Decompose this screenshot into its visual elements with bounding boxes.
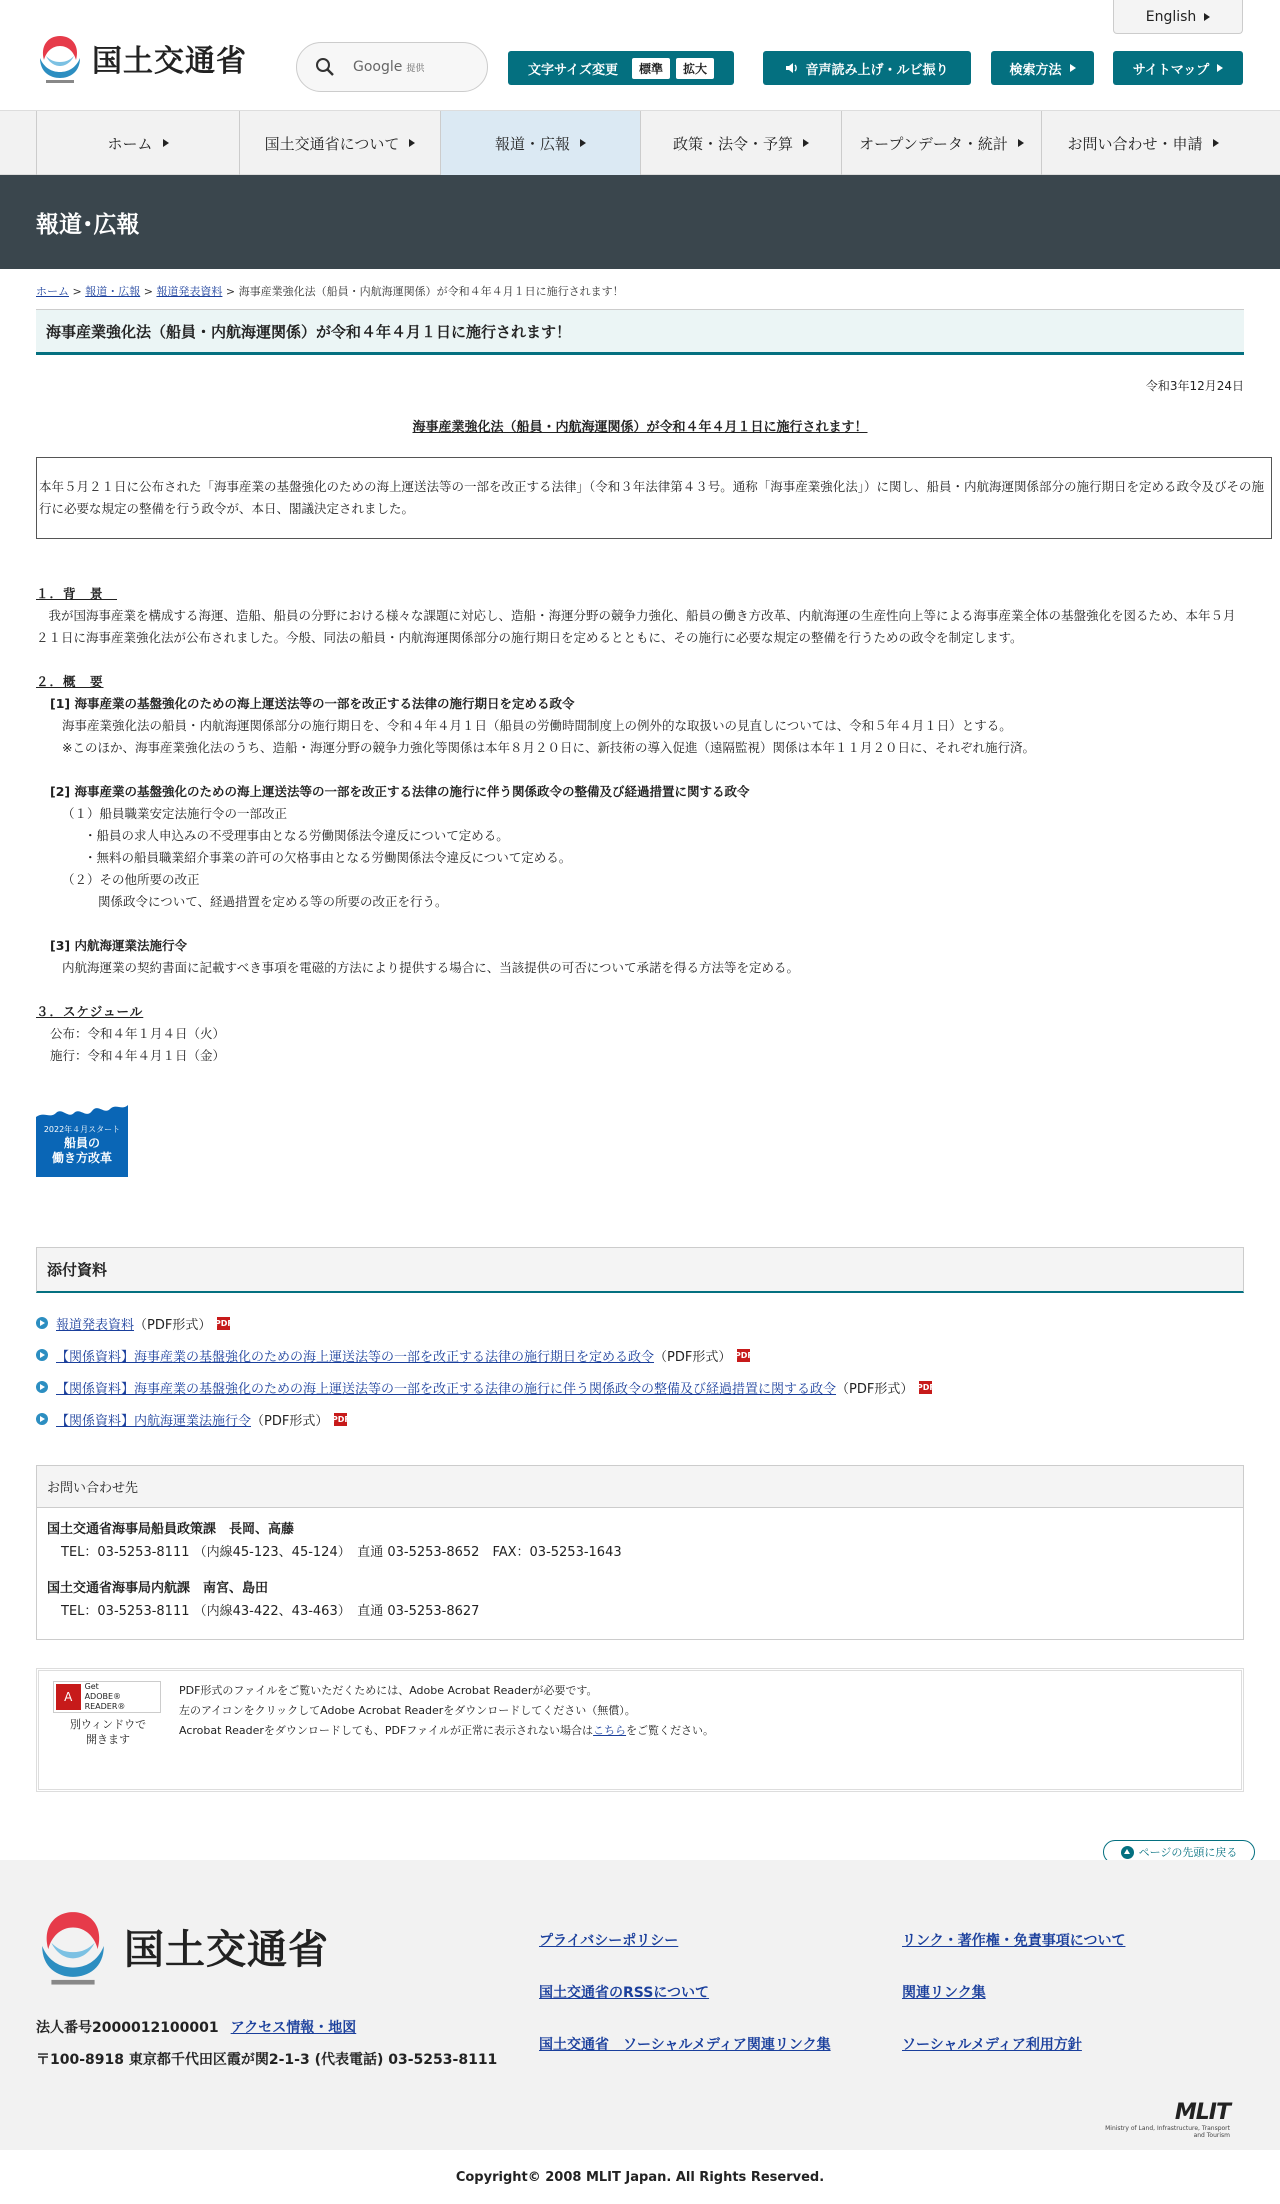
contact-tel: TEL：03-5253-8111 （内線45-123、45-124） 直通 03-5253-8652 FAX：03-5253-1643 <box>61 1545 622 1560</box>
schedule-section <box>36 1001 1244 1067</box>
rss-link[interactable]: 国土交通省のRSSについて <box>539 1985 710 2001</box>
english-link[interactable]: English <box>1113 0 1243 34</box>
overview-item2-sub2-body: 関係政令について、経過措置を定める等の所要の改正を行う。 <box>98 894 448 909</box>
pdf-icon: PDF <box>331 1414 350 1424</box>
overview-item2-sub2: （２）その他所要の改正 <box>62 872 200 887</box>
overview-item2-sub1-b: ・無料の船員職業紹介事業の許可の欠格事由となる労働関係法令違反について定める。 <box>84 850 572 865</box>
read-aloud-button[interactable]: 音声読み上げ・ルビ振り <box>763 51 971 85</box>
contact-heading: お問い合わせ先 <box>37 1466 1243 1508</box>
overview-item1-title: [1] 海事産業の基盤強化のための海上運送法等の一部を改正する法律の施行期日を定める政令 <box>50 696 575 711</box>
arrow-right-icon <box>580 139 586 147</box>
acrobat-notice: A Get ADOBE® READER® 別ウィンドウで 開きます PDF形式のファイルをご覧いただくためには、Adobe Acrobat Readerが必要です。 左のアイコンをクリックしてAdobe Acrobat Readerをダウンロードしてください（無償）。 Acrobat Readerをダウンロードしても、PDFファイルが正常に表示されない場合はこちらをご覧ください。 <box>36 1668 1244 1792</box>
social-media-policy-link[interactable]: ソーシャルメディア利用方針 <box>902 2037 1082 2053</box>
schedule-enforcement: 施行：令和４年４月１日（金） <box>50 1048 226 1063</box>
bullet-arrow-icon <box>36 1317 48 1329</box>
nav-press[interactable]: 報道・広報 <box>440 111 640 175</box>
background-body: 我が国海事産業を構成する海運、造船、船員の分野における様々な課題に対応し、造船・海運分野の競争力強化、船員の働き方改革、内航海運の生産性向上等による海事産業全体の基盤強化を図るため、本年５月２１日に海事産業強化法が公布されました。今般、同法の船員・内航海運関係部分の施行期日を定めるとともに、その施行に必要な規定の整備を行うための政令を制定します。 <box>36 608 1236 645</box>
contact-dept: 国土交通省海事局船員政策課 長岡、高藤 <box>47 1522 295 1537</box>
overview-item1-body: 海事産業強化法の船員・内航海運関係部分の施行期日を、令和４年４月１日（船員の労働時間制度上の例外的な取扱いの見直しについては、令和５年４月１日）とする。 <box>62 718 1012 733</box>
acrobat-help-link[interactable]: こちら <box>593 1724 627 1737</box>
copyright: Copyright© 2008 MLIT Japan. All Rights Reserved. <box>455 2169 825 2185</box>
sitemap-button[interactable]: サイトマップ <box>1113 51 1243 85</box>
breadcrumb: ホーム > 報道・広報 > 報道発表資料 > 海事産業強化法（船員・内航海運関係）が令和４年４月１日に施行されます！ <box>36 285 624 298</box>
page-top-button[interactable]: ページの先頭に戻る <box>1103 1840 1255 1864</box>
site-header <box>0 0 1280 111</box>
list-item: 【関係資料】海事産業の基盤強化のための海上運送法等の一部を改正する法律の施行期日を定める政令 （PDF形式） PDF <box>36 1339 1244 1371</box>
arrow-right-icon <box>1217 64 1223 72</box>
bullet-arrow-icon <box>36 1413 48 1425</box>
font-standard-button[interactable]: 標準 <box>632 58 670 79</box>
background-heading: １．背 景 <box>36 586 118 601</box>
font-large-button[interactable]: 拡大 <box>676 58 714 79</box>
mlit-wordmark: MLIT Ministry of Land, Infrastructure, Transport and Tourism <box>1105 2100 1230 2139</box>
attachments-heading: 添付資料 <box>36 1247 1244 1293</box>
global-nav <box>0 111 1280 175</box>
overview-item3-body: 内航海運業の契約書面に記載すべき事項を電磁的方法により提供する場合に、当該提供の可否について承諾を得る方法等を定める。 <box>62 960 800 975</box>
font-size-control: 文字サイズ変更 標準 拡大 <box>508 51 734 85</box>
nav-home[interactable]: ホーム <box>36 111 239 175</box>
search-input[interactable]: Google 提供 <box>353 59 425 75</box>
background-section <box>36 583 1244 649</box>
logo-text: 国土交通省 <box>92 44 247 79</box>
attachment-link[interactable]: 【関係資料】内航海運業法施行令 <box>56 1413 252 1429</box>
overview-heading: ２．概 要 <box>36 674 104 689</box>
contact-box <box>36 1465 1244 1640</box>
attachment-link[interactable]: 【関係資料】海事産業の基盤強化のための海上運送法等の一部を改正する法律の施行に伴う関係政令の整備及び経過措置に関する政令 <box>56 1381 837 1397</box>
pdf-icon: PDF <box>916 1382 935 1392</box>
overview-item2-title: [2] 海事産業の基盤強化のための海上運送法等の一部を改正する法律の施行に伴う関係政令の整備及び経過措置に関する政令 <box>50 784 750 799</box>
attachments-list <box>36 1307 1244 1435</box>
search-method-button[interactable]: 検索方法 <box>991 51 1094 85</box>
nav-contact[interactable]: お問い合わせ・申請 <box>1041 111 1244 175</box>
breadcrumb-press[interactable]: 報道・広報 <box>85 285 141 298</box>
arrow-right-icon <box>1018 139 1024 147</box>
search-box[interactable] <box>296 42 488 92</box>
contact-dept: 国土交通省海事局内航課 南宮、島田 <box>47 1581 269 1596</box>
footer-address: 〒100-8918 東京都千代田区霞が関2-1-3 (代表電話) 03-5253-8111 <box>36 2052 498 2068</box>
search-icon[interactable] <box>315 57 335 77</box>
summary-box: 本年５月２１日に公布された「海事産業の基盤強化のための海上運送法等の一部を改正する法律」（令和３年法律第４３号。通称「海事産業強化法」）に関し、船員・内航海運関係部分の施行期日を定める政令及びその施行に必要な規定の整備を行う政令が、本日、閣議決定されました。 <box>36 457 1272 539</box>
attachment-link[interactable]: 報道発表資料 <box>56 1317 135 1333</box>
attachment-link[interactable]: 【関係資料】海事産業の基盤強化のための海上運送法等の一部を改正する法律の施行期日を定める政令 <box>56 1349 655 1365</box>
arrow-right-icon <box>163 139 169 147</box>
arrow-right-icon <box>1213 139 1219 147</box>
main-content <box>0 283 1280 1792</box>
social-media-links-link[interactable]: 国土交通省 ソーシャルメディア関連リンク集 <box>539 2037 831 2053</box>
arrow-right-icon <box>409 139 415 147</box>
release-date: 令和3年12月24日 <box>1145 379 1244 393</box>
bullet-arrow-icon <box>36 1349 48 1361</box>
copyright-link[interactable]: リンク・著作権・免責事項について <box>902 1933 1126 1949</box>
schedule-heading: ３．スケジュール <box>36 1004 144 1019</box>
overview-item3-title: [3] 内航海運業法施行令 <box>50 938 187 953</box>
related-links-link[interactable]: 関連リンク集 <box>902 1985 986 2001</box>
site-logo[interactable] <box>36 32 247 84</box>
section-hero-title: 報道･広報 <box>0 175 1280 269</box>
list-item: 【関係資料】海事産業の基盤強化のための海上運送法等の一部を改正する法律の施行に伴う関係政令の整備及び経過措置に関する政令 （PDF形式） PDF <box>36 1371 1244 1403</box>
mlit-logo-icon <box>36 1904 110 1988</box>
site-footer: 国土交通省 法人番号2000012100001 アクセス情報・地図 〒100-8918 東京都千代田区霞が関2-1-3 (代表電話) 03-5253-8111 プライバシーポリシー リンク・著作権・免責事項について 国土交通省のRSSについて 関連リンク集 国土交通省 ソーシャルメディア関連リンク集 ソーシャルメディア利用方針 MLIT Ministry of Land, Infrastructure, Transport and Tourism <box>0 1860 1280 2150</box>
page-title: 海事産業強化法（船員・内航海運関係）が令和４年４月１日に施行されます！ <box>36 309 1244 355</box>
speaker-icon <box>785 62 799 74</box>
arrow-up-icon <box>1121 1846 1134 1859</box>
breadcrumb-current: 海事産業強化法（船員・内航海運関係）が令和４年４月１日に施行されます！ <box>238 285 624 298</box>
overview-section <box>36 671 1244 979</box>
get-adobe-reader-button[interactable]: A Get ADOBE® READER® <box>53 1681 161 1713</box>
pdf-icon: PDF <box>734 1350 753 1360</box>
breadcrumb-home[interactable]: ホーム <box>36 285 69 298</box>
arrow-right-icon <box>1070 64 1076 72</box>
article-subtitle: 海事産業強化法（船員・内航海運関係）が令和４年４月１日に施行されます！ <box>412 420 868 435</box>
seafarer-reform-banner[interactable]: 2022年４月スタート 船員の 働き方改革 <box>36 1097 128 1177</box>
nav-opendata[interactable]: オープンデータ・統計 <box>841 111 1041 175</box>
adobe-pdf-icon: A <box>56 1684 81 1710</box>
bullet-arrow-icon <box>36 1381 48 1393</box>
list-item: 【関係資料】内航海運業法施行令 （PDF形式） PDF <box>36 1403 1244 1435</box>
arrow-right-icon <box>1204 13 1210 21</box>
contact-tel: TEL：03-5253-8111 （内線43-422、43-463） 直通 03-5253-8627 <box>61 1604 480 1619</box>
arrow-right-icon <box>803 139 809 147</box>
overview-item1-note: ※このほか、海事産業強化法のうち、造船・海運分野の競争力強化等関係は本年８月２０日に、新技術の導入促進（遠隔監視）関係は本年１１月２０日に、それぞれ施行済。 <box>62 740 1035 755</box>
nav-policy[interactable]: 政策・法令・予算 <box>640 111 841 175</box>
privacy-policy-link[interactable]: プライバシーポリシー <box>539 1933 679 1949</box>
pdf-icon: PDF <box>214 1318 233 1328</box>
list-item: 報道発表資料 （PDF形式） PDF <box>36 1307 1244 1339</box>
schedule-promulgation: 公布：令和４年１月４日（火） <box>50 1026 226 1041</box>
nav-about[interactable]: 国土交通省について <box>239 111 440 175</box>
breadcrumb-release[interactable]: 報道発表資料 <box>156 285 223 298</box>
access-map-link[interactable]: アクセス情報・地図 <box>230 2020 357 2036</box>
wave-icon <box>36 1097 128 1117</box>
overview-item2-sub1: （１）船員職業安定法施行令の一部改正 <box>62 806 288 821</box>
overview-item2-sub1-a: ・船員の求人申込みの不受理事由となる労働関係法令違反について定める。 <box>84 828 509 843</box>
mlit-logo-icon <box>36 32 84 84</box>
footer-logo[interactable]: 国土交通省 <box>36 1904 329 1988</box>
